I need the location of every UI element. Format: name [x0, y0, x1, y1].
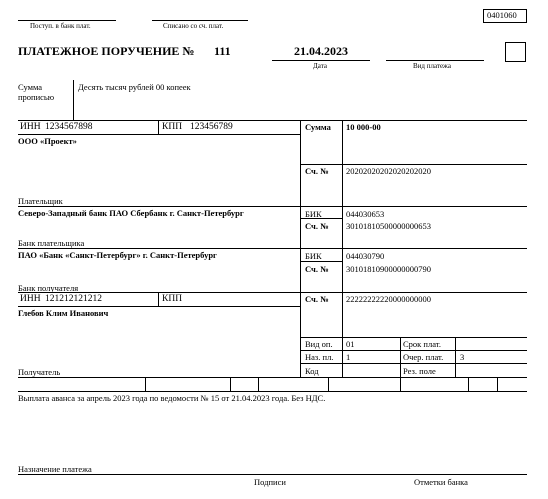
grid-line — [497, 377, 498, 391]
grid-line — [18, 391, 527, 392]
payee-inn-label: ИНН — [20, 294, 41, 304]
payer-account: 20202020202020202020 — [346, 166, 431, 176]
operation-type-label: Вид оп. — [305, 339, 333, 349]
payer-inn: 1234567898 — [45, 122, 93, 132]
grid-line — [145, 377, 146, 391]
payment-kind-line — [386, 60, 484, 61]
received-label: Поступ. в банк плат. — [30, 22, 91, 30]
reserve-field-label: Рез. поле — [403, 366, 436, 376]
payment-priority-label: Очер. плат. — [403, 352, 444, 362]
grid-line — [18, 306, 300, 307]
date-line — [272, 60, 370, 61]
payer-bik: 044030653 — [346, 209, 385, 219]
payment-purpose-code: 1 — [346, 352, 351, 362]
payer-bank-caption: Банк плательщика — [18, 238, 85, 248]
grid-line — [18, 248, 527, 249]
form-code: 0401060 — [487, 10, 517, 20]
payment-priority: 3 — [460, 352, 465, 362]
grid-line — [300, 261, 342, 262]
grid-line — [300, 350, 527, 351]
payment-kind-caption: Вид платежа — [413, 62, 452, 70]
payee-kpp-label: КПП — [162, 294, 183, 304]
signatures-label: Подписи — [254, 477, 286, 487]
payer-kpp: 123456789 — [190, 122, 233, 132]
amount-label: Сумма — [305, 122, 331, 132]
payer-account-label: Сч. № — [305, 166, 329, 176]
amount-words-divider — [73, 80, 74, 120]
payee-account: 22222222220000000000 — [346, 294, 431, 304]
document-title: ПЛАТЕЖНОЕ ПОРУЧЕНИЕ № — [18, 44, 195, 58]
payee-inn: 121212121212 — [45, 294, 102, 304]
payment-term-label: Срок плат. — [403, 339, 441, 349]
payee-bank-caption: Банк получателя — [18, 283, 79, 293]
grid-line — [455, 337, 456, 377]
received-line — [18, 20, 116, 21]
amount-value: 10 000-00 — [346, 122, 381, 132]
bank-marks-label: Отметки банка — [414, 477, 468, 487]
grid-line — [18, 292, 527, 293]
purpose-bottom-line — [18, 474, 527, 475]
grid-line — [258, 377, 259, 391]
debited-label: Списано со сч. плат. — [163, 22, 224, 30]
payee-caption: Получатель — [18, 367, 61, 377]
grid-line — [230, 377, 231, 391]
grid-line — [300, 120, 301, 377]
document-number: 111 — [214, 44, 231, 58]
amount-words-label-2: прописью — [18, 92, 55, 102]
payment-purpose-code-label: Наз. пл. — [305, 352, 334, 362]
payer-inn-label: ИНН — [20, 122, 41, 132]
payer-kpp-label: КПП — [162, 122, 183, 132]
grid-line — [300, 363, 527, 364]
grid-line — [468, 377, 469, 391]
debited-line — [152, 20, 248, 21]
payee-bank-name: ПАО «Банк «Санкт-Петербург» г. Санкт-Петербург — [18, 250, 217, 260]
grid-line — [300, 337, 527, 338]
payee-bik: 044030790 — [346, 251, 385, 261]
payer-bik-label: БИК — [305, 209, 322, 219]
grid-line — [400, 337, 401, 377]
grid-line — [18, 377, 527, 378]
document-date: 21.04.2023 — [294, 44, 348, 58]
payee-corr-label: Сч. № — [305, 264, 329, 274]
amount-words-value: Десять тысяч рублей 00 копеек — [78, 82, 191, 92]
payer-corr: 30101810500000000653 — [346, 221, 431, 231]
payer-corr-label: Сч. № — [305, 221, 329, 231]
payer-caption: Плательщик — [18, 196, 63, 206]
payment-purpose: Выплата аванса за апрель 2023 года по ведомости № 15 от 21.04.2023 года. Без НДС. — [18, 393, 326, 403]
date-caption: Дата — [313, 62, 327, 70]
grid-line — [158, 292, 159, 306]
grid-line — [328, 377, 329, 391]
payee-name: Глебов Клим Иванович — [18, 308, 109, 318]
payer-status-box[interactable] — [505, 42, 526, 62]
grid-line — [158, 120, 159, 134]
amount-words-label-1: Сумма — [18, 82, 43, 92]
grid-line — [18, 134, 300, 135]
payer-name: ООО «Проект» — [18, 136, 77, 146]
payer-bank-name: Северо-Западный банк ПАО Сбербанк г. Санкт-Петербург — [18, 208, 244, 218]
payee-account-label: Сч. № — [305, 294, 329, 304]
payment-purpose-caption: Назначение платежа — [18, 464, 92, 474]
grid-line — [400, 377, 401, 391]
grid-line — [18, 120, 527, 121]
payee-bik-label: БИК — [305, 251, 322, 261]
payee-corr: 30101810900000000790 — [346, 264, 431, 274]
grid-line — [300, 164, 527, 165]
grid-line — [18, 206, 527, 207]
grid-line — [342, 120, 343, 377]
operation-type: 01 — [346, 339, 355, 349]
code-label: Код — [305, 366, 319, 376]
